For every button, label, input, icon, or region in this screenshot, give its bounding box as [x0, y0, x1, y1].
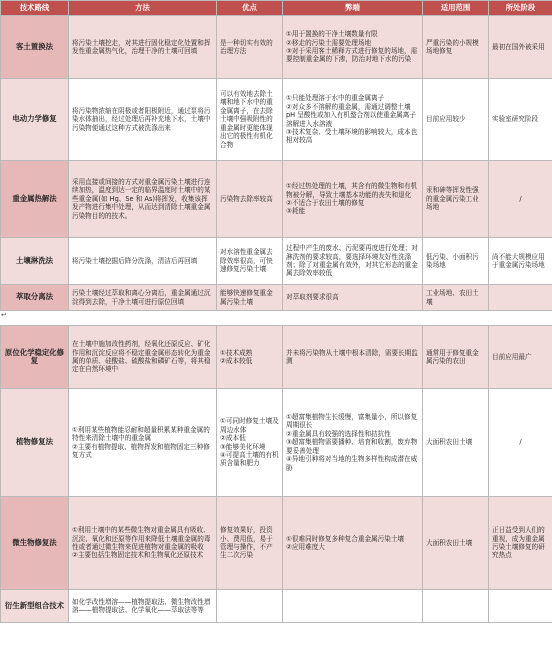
- stage-text: /: [519, 194, 522, 203]
- scope-text: 汞和砷等挥发性强的重金属污染工业场地: [426, 186, 479, 212]
- method-text: 如化学改性增溶——植物提取法、微生物改性增溶——植物提取法、化学氧化——萃取法等等: [72, 597, 211, 614]
- cons-cell: [283, 238, 423, 285]
- paragraph-mark: ↵: [1, 311, 7, 319]
- pros-cell: [217, 161, 283, 238]
- stage-text: 最初在国外被采用: [492, 42, 545, 51]
- method-text: 将污染土壤挖走，对其进行固化稳定化处置和挥发性重金属热气化，治理干净的土壤可回填: [72, 38, 211, 55]
- scope-text: 目前应用较少: [426, 115, 466, 124]
- pros-cell: [217, 326, 283, 389]
- scope-cell: [423, 285, 489, 311]
- method-text: ②主要有植物提取、植物挥发和植物固定三种修复方式: [72, 442, 210, 459]
- page-break: [0, 311, 552, 325]
- route-cell: 微生物修复法: [1, 497, 69, 590]
- route-cell: 植物修复法: [1, 389, 69, 497]
- pros-text: 修复效果好，投资小、费用低，易于管理与操作，不产生二次污染: [220, 526, 273, 560]
- cons-cell: [283, 16, 423, 79]
- pros-text: 对水溶性重金属去除效率很高，可快速修复污染土壤: [220, 248, 273, 274]
- scope-text: 大面积农田土壤: [426, 538, 473, 547]
- cons-text: ③超富集植物需要播种、培育和收割，废弃物要妥善处理: [286, 438, 418, 455]
- header-pros: 优点: [217, 1, 283, 16]
- method-cell: [69, 79, 217, 161]
- pros-cell: [217, 16, 283, 79]
- cons-text: ④异地引种将对当地的生物多样性构成潜在威胁: [286, 455, 418, 472]
- table-row: [1, 16, 552, 79]
- cons-cell: [283, 590, 423, 623]
- pros-text: ②成本较低: [220, 357, 253, 365]
- scope-cell: [423, 590, 489, 623]
- pros-text: 能够快速修复重金属污染土壤: [220, 289, 273, 306]
- scope-text: 低污染、小面积污染场地: [426, 252, 479, 269]
- cons-text: ①很难同时修复多种复合重金属污染土壤: [286, 534, 405, 543]
- scope-text: 大面积农田土壤: [426, 438, 473, 447]
- pros-cell: [217, 497, 283, 590]
- scope-cell: [423, 497, 489, 590]
- pros-cell: [217, 238, 283, 285]
- method-text: ①利用某些植物能忍耐和超量积累某种重金属的特性来清除土壤中的重金属: [72, 425, 210, 443]
- pros-text: 是一种切实有效的治理方法: [220, 38, 273, 55]
- cons-text: ②重金属具有较强的选择性和拮抗性: [286, 429, 391, 438]
- pros-text: ③能够美化环境: [220, 442, 266, 451]
- cons-cell: [283, 326, 423, 389]
- stage-text: 正日益受到人们的重视，成为重金属污染土壤修复的研究热点: [492, 526, 545, 560]
- cons-cell: [283, 79, 423, 161]
- route-cell: 衍生新型组合技术: [1, 590, 69, 623]
- cons-text: ②对众多不溶解的重金属，需通过调整土壤 pH 呈酸性或加入有机螯合剂以使重金属离子溶解进入水溶液: [286, 102, 416, 128]
- method-cell: [69, 326, 217, 389]
- cons-text: ③技术复杂、受土壤环境的影响较大，成本也相对较高: [286, 127, 418, 145]
- scope-text: 工业场地、农田土壤: [426, 289, 479, 306]
- cons-text: ②移走的污染土需要处理场地: [286, 38, 372, 47]
- method-text: 采用直接或间接的方式对重金属污染土壤进行连续加热，温度到达一定的临界温度时土壤中的某些重金属(如 Hg、Se 和 As)将挥发，收集该挥发产物进行集中处理，从而达到清除土壤重金属污染物目的的技术。: [72, 177, 211, 220]
- cons-text: 并未将污染物从土壤中根本清除，需要长期监测: [286, 348, 418, 365]
- method-cell: [69, 16, 217, 79]
- scope-text: 严重污染的小规模场地修复: [426, 38, 479, 55]
- cons-cell: [283, 497, 423, 590]
- header-row: [1, 1, 552, 16]
- stage-cell: [489, 590, 552, 623]
- header-cons: 弊端: [283, 1, 423, 16]
- method-cell: [69, 497, 217, 590]
- cons-text: ③对于采用客土稀释方式进行修复的场地，需要控制重金属的下渗，防治对地下水的污染: [286, 47, 418, 64]
- table-row: [1, 389, 552, 497]
- pros-cell: [217, 79, 283, 161]
- table-row: [1, 161, 552, 238]
- cons-cell: [283, 285, 423, 311]
- method-text: ②主要包括生物固定技术和生物氧化还原技术: [72, 551, 204, 560]
- cons-text: 对萃取剂要求很高: [286, 293, 339, 302]
- table-row: [1, 238, 552, 285]
- scope-cell: [423, 389, 489, 497]
- route-cell: 土壤淋洗法: [1, 238, 69, 285]
- remediation-table-2: [0, 325, 552, 623]
- stage-cell: [489, 161, 552, 238]
- cons-text: ②应用难度大: [286, 543, 325, 551]
- route-cell: 原位化学稳定化修复: [1, 326, 69, 389]
- pros-text: ②成本低: [220, 434, 246, 443]
- scope-cell: [423, 326, 489, 389]
- stage-text: 目前应用最广: [492, 352, 532, 361]
- stage-cell: [489, 326, 552, 389]
- pros-text: ①技术成熟: [220, 348, 253, 357]
- pros-cell: [217, 389, 283, 497]
- scope-cell: [423, 238, 489, 285]
- route-cell: 客土置换法: [1, 16, 69, 79]
- table-row: [1, 497, 552, 590]
- stage-text: /: [519, 438, 522, 447]
- header-route: 技术路线: [1, 1, 69, 16]
- method-text: 污染土壤经过萃取和离心分离后，重金属通过沉淀得到去除，干净土壤可进行原位回填: [72, 289, 211, 306]
- route-cell: 重金属热解法: [1, 161, 69, 238]
- cons-text: ①超富集植物生长缓慢，富集量小，所以修复周期很长: [286, 413, 418, 430]
- method-text: 将污染土壤挖掘后降分洗涤，清洁后再回填: [72, 256, 198, 265]
- stage-cell: [489, 238, 552, 285]
- method-cell: [69, 389, 217, 497]
- header-stage: 所处阶段: [489, 1, 552, 16]
- pros-text: ④可提高土壤的有机质含量和肥力: [220, 450, 279, 468]
- cons-cell: [283, 161, 423, 238]
- stage-cell: [489, 497, 552, 590]
- pros-text: 可以有效地去除土壤和地下水中的重金属离子，在去除土壤中强吸附性的重金属时更能体现出它的极性有机化合物: [220, 90, 273, 149]
- stage-cell: [489, 79, 552, 161]
- method-cell: [69, 285, 217, 311]
- header-method: 方法: [69, 1, 217, 16]
- header-scope: 适用范围: [423, 1, 489, 16]
- table-row: [1, 285, 552, 311]
- pros-cell: [217, 590, 283, 623]
- cons-text: ①经过热处理的土壤，其含有的微生物和有机物被分解，导致土壤基本功能的丧失和退化: [286, 182, 418, 199]
- scope-cell: [423, 161, 489, 238]
- stage-text: 实验室研究阶段: [492, 115, 539, 124]
- method-text: 将污染物浓缩在阴极或者阳极附近，通过泵将污染水体抽出，经过处理后再补充地下水，土壤中污染物便通过这种方式被洗涤出来: [72, 106, 211, 132]
- cons-text: ①用于置换的干净土壤数量有限: [286, 30, 378, 39]
- stage-cell: [489, 389, 552, 497]
- cons-text: ①只能处理溶于水中的重金属离子: [286, 94, 385, 103]
- scope-cell: [423, 79, 489, 161]
- stage-cell: [489, 16, 552, 79]
- scope-cell: [423, 16, 489, 79]
- table-row: [1, 79, 552, 161]
- pros-cell: [217, 285, 283, 311]
- method-cell: [69, 161, 217, 238]
- route-cell: 萃取分离法: [1, 285, 69, 311]
- table-row: [1, 326, 552, 389]
- cons-cell: [283, 389, 423, 497]
- scope-text: 通常用于修复重金属污染的农田: [426, 348, 479, 365]
- stage-cell: [489, 285, 552, 311]
- route-cell: 电动力学修复: [1, 79, 69, 161]
- method-cell: [69, 590, 217, 623]
- pros-text: ①可同时修复土壤及周边水体: [220, 417, 279, 434]
- table-row: [1, 590, 552, 623]
- cons-text: 过程中产生的废水、污泥要再度进行处理；对淋洗剂的要求较高，要选择环境友好性洗涤剂；除了对重金属有效外，对其它形态的重金属去除效率较低: [286, 244, 418, 278]
- remediation-table-1: [0, 0, 552, 311]
- method-text: 在土壤中施加改性药剂，经氧化还原反应、矿化作用和沉淀反应将不稳定重金属形态转化为重金属的单质、硅酸盐、硫酸盐和磷矿石等，将其稳定在自然环境中: [72, 340, 211, 374]
- cons-text: ③耗能: [286, 207, 306, 216]
- stage-text: 尚不能大规模应用于重金属污染场地: [492, 252, 545, 269]
- cons-text: ②不适合于农田土壤的修复: [286, 199, 365, 207]
- method-cell: [69, 238, 217, 285]
- pros-text: 污染物去除率较高: [220, 194, 273, 203]
- method-text: ①利用土壤中的某些微生物对重金属具有吸收、沉淀、氧化和还原等作用来降低土壤重金属的毒性或者通过微生物来促进植物对重金属的吸收: [72, 526, 211, 551]
